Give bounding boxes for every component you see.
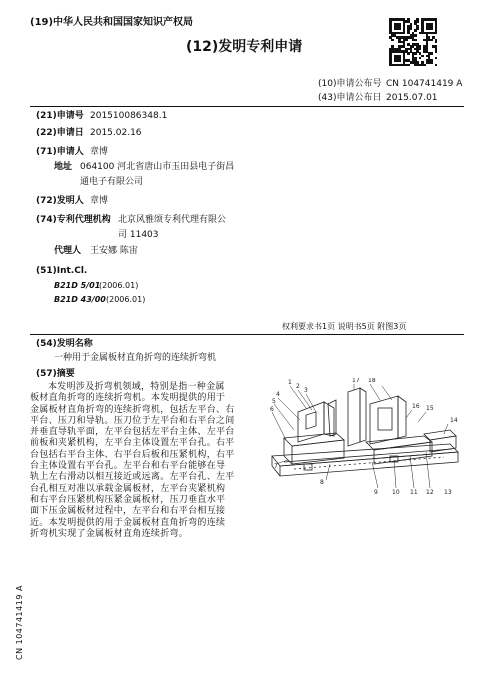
abstract-line: 近。本发明提供的用于金属板材直角折弯的连续 (30, 517, 226, 528)
abstract-line: 台包括右平台主体、右平台后板和压紧机构，右平 (30, 449, 235, 460)
int-cl-label: (51)Int.Cl. (36, 266, 88, 276)
page-count-summary: 权利要求书1页 说明书5页 附图3页 (282, 322, 407, 331)
address-line-2: 通电子有限公司 (80, 177, 144, 187)
figure-part-label: 4 (276, 391, 280, 398)
applicant-label: (71)申请人 (36, 147, 84, 157)
agency-line-1: 北京风雅颂专利代理有限公 (118, 215, 227, 225)
abstract-line: 轨上左右滑动以相互接近或远离。左平台孔、左平 (30, 472, 235, 483)
agent-names: 王安娜 陈宙 (90, 246, 138, 256)
publication-date: 2015.07.01 (386, 93, 438, 103)
application-date-label: (22)申请日 (36, 128, 84, 138)
publication-number-label: (10)申请公布号 (318, 79, 382, 89)
figure-part-label: 16 (412, 403, 420, 410)
left-platform-top (284, 433, 344, 446)
figure-part-label: 10 (392, 489, 400, 496)
right-frame (370, 396, 398, 444)
figure-part-label: 6 (270, 406, 274, 413)
figure-part-label: 11 (410, 489, 418, 496)
press-blade (348, 388, 360, 446)
figure-part-label: 3 (304, 387, 308, 394)
machine-drawing-figure (254, 378, 464, 498)
abstract-line: 并垂直导轨平面，左平台包括左平台主体、左平台 (30, 427, 235, 438)
issuing-office: (19)中华人民共和国国家知识产权局 (30, 17, 194, 28)
abstract-line: 前板和夹紧机构，左平台主体设置左平台孔。右平 (30, 438, 235, 449)
figure-part-label: 9 (374, 489, 378, 496)
abstract-line: 金属板材直角折弯的连续折弯机，包括左平台、右 (30, 404, 235, 415)
abstract-line: 平台、压刀和导轨。压刀位于左平台和右平台之间 (30, 415, 235, 426)
abstract-line: 台孔相互对准以承载金属板材，左平台夹紧机构 (30, 483, 226, 494)
side-publication-number: CN 104741419 A (15, 585, 24, 660)
abstract-line: 本发明涉及折弯机领域，特别是指一种金属 (48, 382, 225, 392)
application-date: 2015.02.16 (90, 128, 142, 138)
figure-part-label: 5 (272, 398, 276, 405)
application-number: 201510086348.1 (90, 111, 168, 121)
figure-part-label: 8 (320, 479, 324, 486)
publication-number: CN 104741419 A (386, 79, 463, 89)
header-rule (30, 106, 464, 107)
figure-part-label: 1 (288, 379, 292, 386)
figure-part-label: 17 (352, 378, 360, 384)
figure-part-label: 15 (426, 405, 434, 412)
ipc-version-1: (2006.01) (99, 281, 139, 290)
figure-part-label: 12 (426, 489, 434, 496)
abstract-line: 台主体设置右平台孔。左平台和右平台能够在导 (30, 461, 226, 472)
agent-label: 代理人 (54, 246, 82, 256)
ipc-version-2: (2006.01) (106, 295, 146, 304)
abstract-text (30, 382, 244, 540)
publication-date-label: (43)申请公布日 (318, 93, 382, 103)
address-line-1: 064100 河北省唐山市玉田县电子街昌 (80, 162, 235, 172)
inventor: 章博 (90, 196, 109, 206)
figure-part-label: 2 (296, 383, 300, 390)
qr-code (389, 18, 437, 66)
abstract-line: 板材直角折弯的连续折弯机。本发明提供的用于 (30, 393, 226, 404)
abstract-line: 折弯机实现了金属板材直角连续折弯。 (30, 528, 189, 539)
title-label: (54)发明名称 (36, 339, 93, 349)
figure-part-label: 13 (444, 489, 452, 496)
application-number-label: (21)申请号 (36, 111, 84, 121)
figure-part-label: 18 (368, 378, 376, 384)
document-type-title: (12)发明专利申请 (186, 39, 303, 55)
agency-label: (74)专利代理机构 (36, 215, 111, 225)
figure-part-label: 14 (450, 417, 458, 424)
abstract-line: 面下压金属板材过程中，左平台和右平台相互接 (30, 506, 226, 517)
ipc-code-2: B21D 43/00 (54, 295, 106, 304)
applicant: 章博 (90, 147, 109, 157)
agency-line-2: 司 11403 (118, 230, 159, 240)
section-rule (30, 334, 464, 335)
address-label: 地址 (54, 162, 73, 172)
invention-title: 一种用于金属板材直角折弯的连续折弯机 (54, 353, 217, 363)
abstract-label: (57)摘要 (36, 369, 75, 379)
ipc-code-1: B21D 5/01 (54, 281, 101, 290)
inventor-label: (72)发明人 (36, 196, 84, 206)
abstract-line: 和右平台压紧机构压紧金属板材，压刀垂直水平 (30, 494, 226, 505)
figure-part-label: 7 (274, 463, 278, 470)
